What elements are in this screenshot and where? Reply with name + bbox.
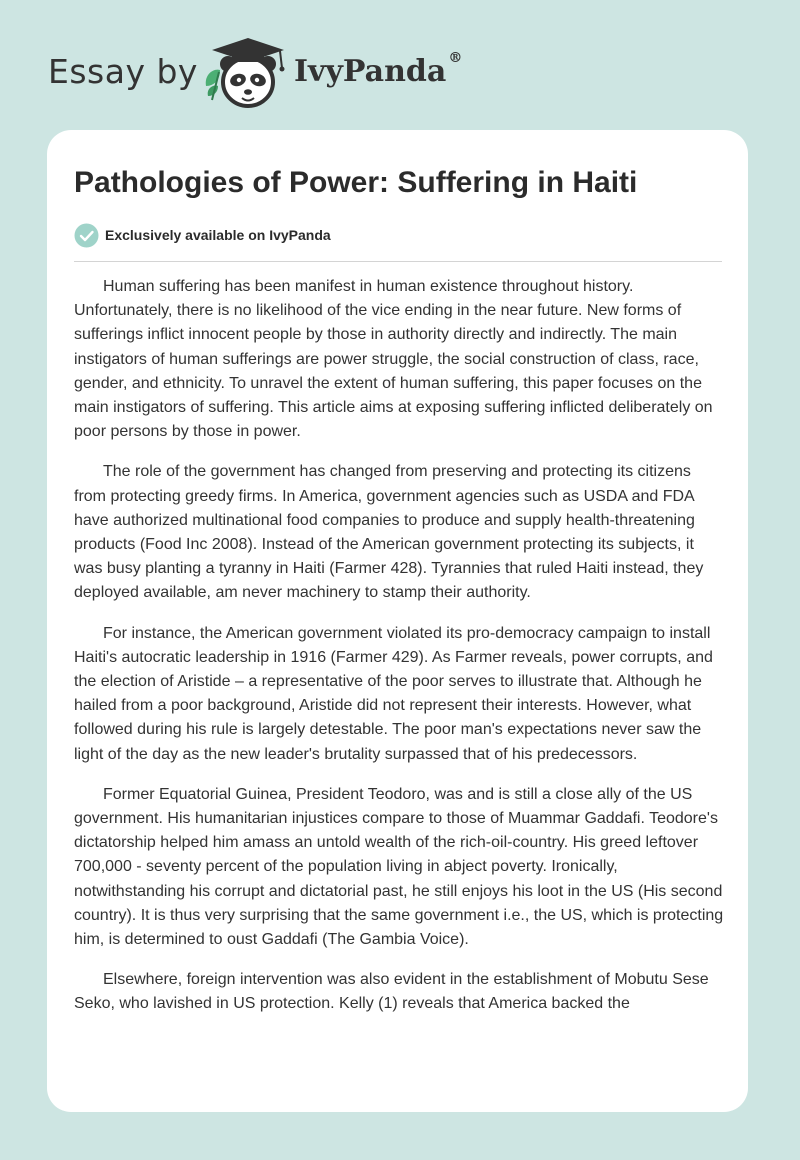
paragraph: Former Equatorial Guinea, President Teodoro, was and is still a close ally of the US government. His humanitarian injustices compare to those of Muammar Gaddafi. Teodore's dictatorship helped him amass an untold wealth of the rich-oil-country. His greed leftover 700,000 - seventy percent of the population living in abject poverty. Ironically, notwithstanding his corrupt and dictatorial past, he still enjoys his loot in the US (His second country). It is thus very surprising that the same government i.e., the US, which is protecting him, is determined to oust Gaddafi (The Gambia Voice). [74, 785, 724, 949]
paragraph: Elsewhere, foreign intervention was also evident in the establishment of Mobutu Sese Seko, who lavished in US protection. Kelly (1) reveals that America backed the [74, 971, 709, 1013]
essay-card [47, 130, 748, 1112]
paragraph: For instance, the American government violated its pro-democracy campaign to install Haiti's autocratic leadership in 1916 (Farmer 429). As Farmer reveals, power corrupts, and the election of Aristide – a representative of the poor serves to illustrate that. Although he hailed from a poor background, Aristide did not represent their interests. However, what followed during his rule is largely detestable. The poor man's expectations never saw the light of the day as the new leader's brutality surpassed that of his predecessors. [74, 624, 713, 763]
registered-mark: ® [448, 50, 463, 66]
paragraph: The role of the government has changed from preserving and protecting its citizens from protecting greedy firms. In America, government agencies such as USDA and FDA have authorized multinational food companies to produce and supply health-threatening products (Food Inc 2008). Instead of the American government protecting its subjects, it was busy planting a tyranny in Haiti (Farmer 428). Tyrannies that ruled Haiti instead, they deployed available, am never machinery to stamp their authority. [74, 463, 704, 602]
check-circle-icon [74, 223, 99, 248]
exclusive-badge-label: Exclusively available on IvyPanda [105, 227, 331, 243]
divider [74, 261, 722, 262]
site-header [48, 30, 468, 110]
paragraph: Human suffering has been manifest in human existence throughout history. Unfortunately, there is no likelihood of the vice ending in the near future. New forms of sufferings inflict innocent people by those in authority directly and indirectly. The main instigators of human sufferings are power struggle, the social construction of class, race, gender, and ethnicity. To unravel the extent of human suffering, this paper focuses on the main instigators of suffering. This article aims at exposing suffering inflicted deliberately on poor persons by those in power. [74, 278, 713, 441]
exclusive-badge [74, 222, 331, 248]
brand-name-text: IvyPanda [294, 54, 447, 89]
essay-body [74, 275, 726, 1033]
brand-prefix: Essay by [48, 52, 198, 91]
panda-logo-icon[interactable] [202, 34, 294, 110]
brand-name[interactable] [294, 50, 463, 89]
page-title: Pathologies of Power: Suffering in Haiti [74, 166, 638, 199]
